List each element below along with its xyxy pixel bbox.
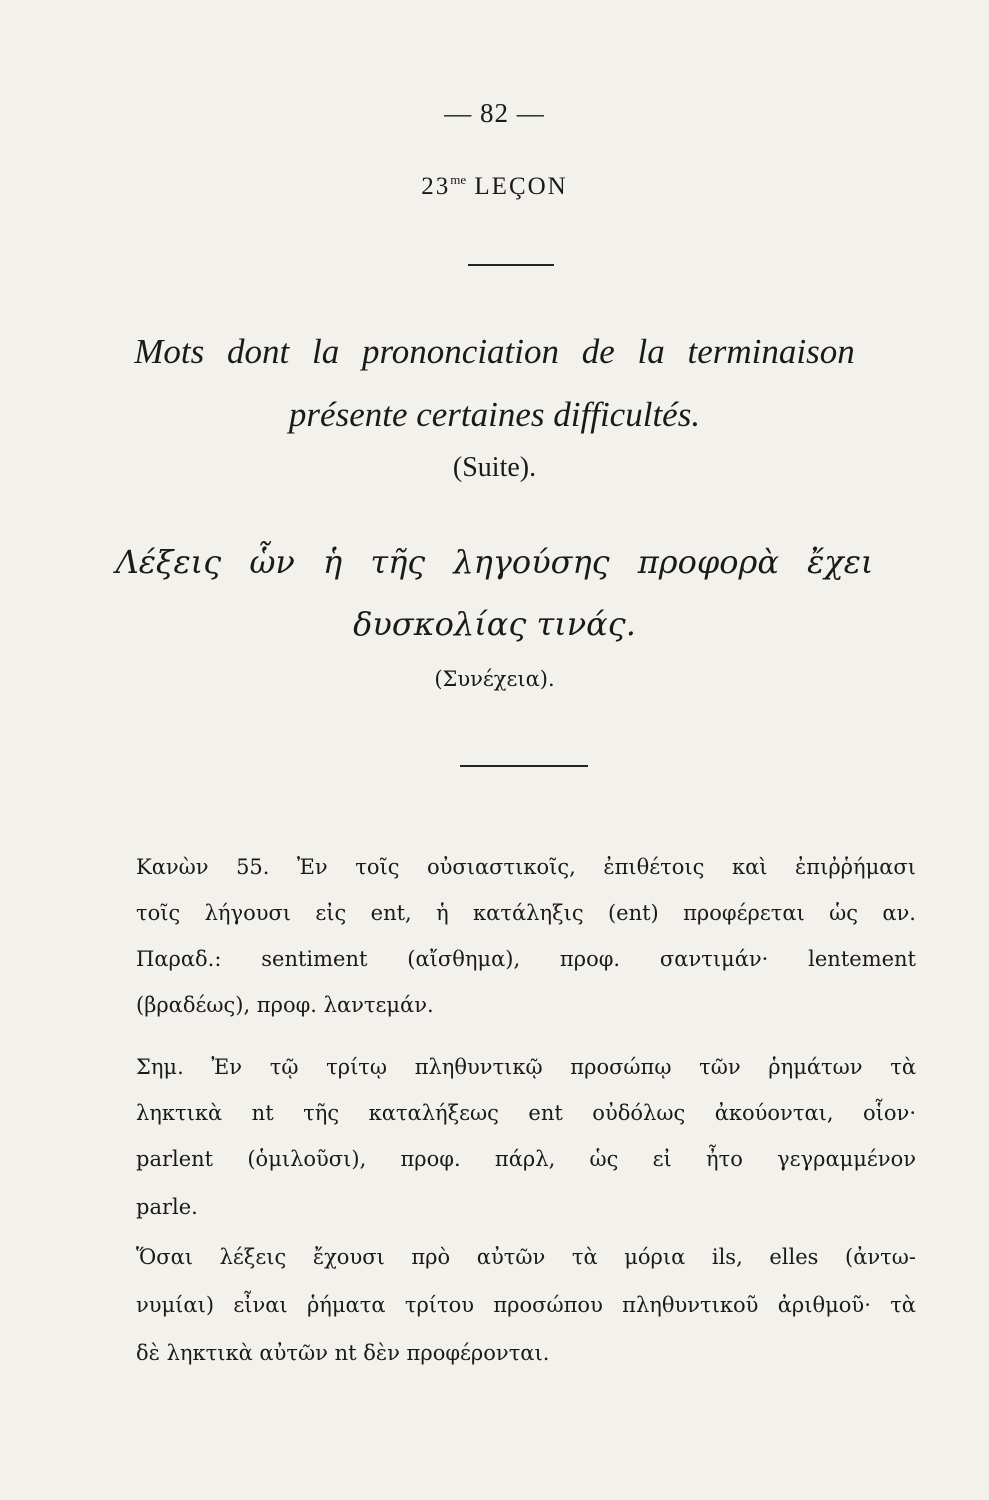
greek-suite-label: (Συνέχεια). — [434, 667, 555, 691]
lesson-heading — [0, 172, 989, 201]
body-line: (βραδέως), προφ. λαντεμάν. — [136, 993, 434, 1017]
body-line: τοῖς λήγουσι εἰς ent, ἡ κατάληξις (ent) προφέρεται ὡς αν. — [136, 901, 916, 925]
body-line: νυμίαι) εἶναι ῥήματα τρίτου προσώπου πληθυντικοῦ ἀριθμοῦ· τὰ — [136, 1293, 916, 1317]
french-suite-label: (Suite). — [452, 452, 537, 483]
middle-divider — [460, 765, 588, 767]
body-line: parle. — [136, 1195, 198, 1219]
french-title-line-2: présente certaines difficultés. — [288, 395, 701, 434]
lesson-title: LEÇON — [474, 173, 568, 200]
body-line: Σημ. Ἐν τῷ τρίτῳ πληθυντικῷ προσώπῳ τῶν ῥημάτων τὰ — [136, 1055, 916, 1079]
body-line: Παραδ.: sentiment (αἴσθημα), προφ. σαντιμάν· lentement — [136, 947, 916, 971]
greek-title-line-2: δυσκολίας τινάς. — [353, 605, 636, 643]
body-line: δὲ ληκτικὰ αὐτῶν nt δὲν προφέρονται. — [136, 1341, 550, 1365]
body-line: Κανὼν 55. Ἐν τοῖς οὐσιαστικοῖς, ἐπιθέτοις καὶ ἐπιῤῥήμασι — [136, 855, 916, 879]
lesson-number: 23 — [421, 173, 451, 200]
body-line: Ὅσαι λέξεις ἔχουσι πρὸ αὐτῶν τὰ μόρια ils, elles (ἀντω- — [136, 1245, 916, 1269]
french-title-line-1: Mots dont la prononciation de la terminaison — [134, 332, 855, 371]
greek-title-line-1: Λέξεις ὧν ἡ τῆς ληγούσης προφορὰ ἔχει — [115, 543, 874, 581]
page-number: — 82 — — [444, 98, 545, 128]
body-line: parlent (ὁμιλοῦσι), προφ. πάρλ, ὡς εἰ ἦτο γεγραμμένον — [136, 1147, 916, 1171]
lesson-number-suffix: me — [450, 172, 467, 187]
body-line: ληκτικὰ nt τῆς καταλήξεως ent οὐδόλως ἀκούονται, οἷον· — [136, 1101, 916, 1125]
top-divider — [468, 264, 554, 266]
